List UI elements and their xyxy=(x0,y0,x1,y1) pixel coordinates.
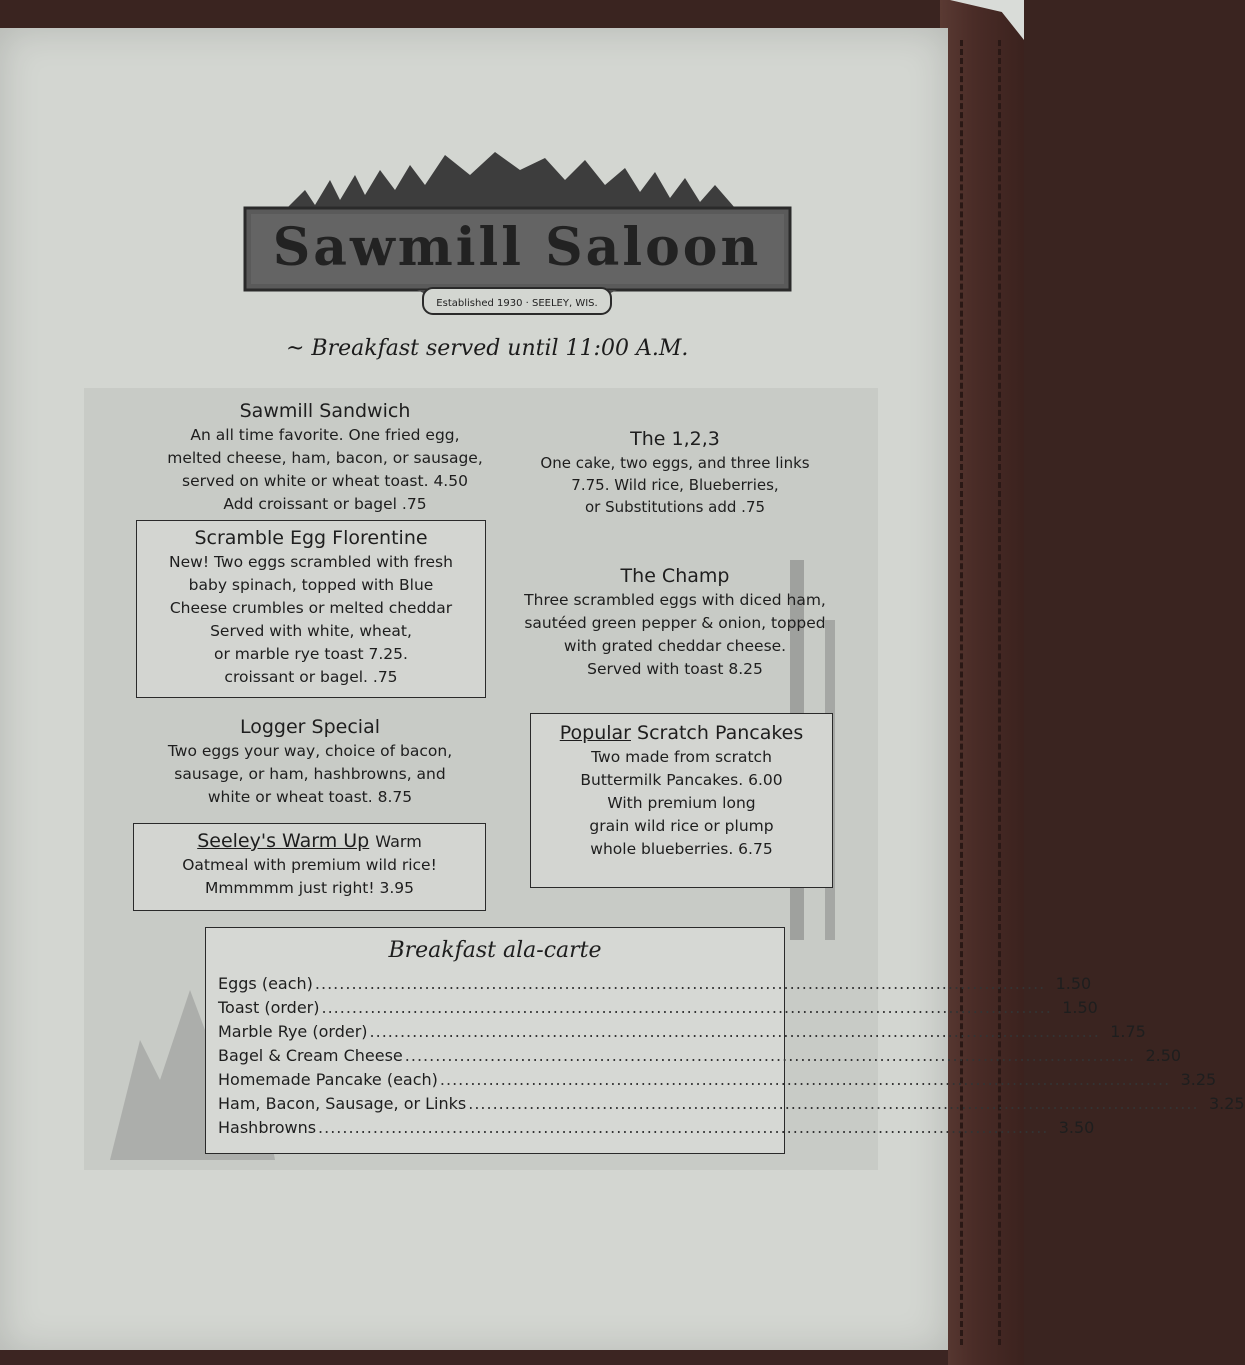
leader-dots: ........................................................................................................................ xyxy=(439,1070,1171,1089)
alacarte-row xyxy=(218,1046,1182,1070)
leader-dots: ........................................................................................................................ xyxy=(318,1118,1049,1137)
alacarte-row xyxy=(218,1118,1095,1142)
breakfast-hours: ~ Breakfast served until 11:00 A.M. xyxy=(286,336,689,361)
alacarte-row xyxy=(218,1094,1245,1118)
item-title-suffix: Warm xyxy=(375,832,422,851)
alacarte-item-price: 1.50 xyxy=(1062,998,1098,1017)
item-logger-special xyxy=(140,716,480,809)
leader-dots: ........................................................................................................................ xyxy=(369,1022,1100,1041)
item-description: Two made from scratch Buttermilk Pancakes. 6.00 With premium long grain wild rice or plump whole blueberries. 6.75 xyxy=(580,748,783,858)
item-description: Three scrambled eggs with diced ham, sautéed green pepper & onion, topped with grated cheddar cheese. Served with toast 8.25 xyxy=(524,591,826,678)
item-title: Logger Special xyxy=(240,716,380,738)
alacarte-item-price: 3.25 xyxy=(1180,1070,1217,1089)
alacarte-row xyxy=(218,998,1098,1022)
binder-stitching xyxy=(960,40,963,1345)
item-the-1-2-3 xyxy=(510,428,840,518)
item-title-line xyxy=(134,830,485,852)
item-scratch-pancakes xyxy=(530,713,833,888)
leader-dots: ........................................................................................................................ xyxy=(468,1094,1199,1113)
leader-dots: ........................................................................................................................ xyxy=(314,974,1046,993)
leader-dots: ........................................................................................................................ xyxy=(321,998,1052,1017)
alacarte-item-price: 3.25 xyxy=(1208,1094,1245,1113)
binder-bottom-edge xyxy=(0,1350,948,1365)
alacarte-item-price: 1.50 xyxy=(1055,974,1092,993)
item-scramble-egg-florentine xyxy=(136,520,486,698)
item-title: Seeley's Warm Up xyxy=(197,830,370,852)
item-title: The 1,2,3 xyxy=(630,428,720,450)
item-title: Scramble Egg Florentine xyxy=(194,527,428,549)
alacarte-item-price: 1.75 xyxy=(1110,1022,1146,1041)
menu-binder-cover xyxy=(940,0,1024,1365)
leader-dots: ........................................................................................................................ xyxy=(404,1046,1136,1065)
alacarte-item-name: Marble Rye (order) xyxy=(218,1022,368,1041)
item-title: The Champ xyxy=(620,565,730,587)
item-description: Oatmeal with premium wild rice! Mmmmmm just right! 3.95 xyxy=(182,856,437,897)
alacarte-item-name: Bagel & Cream Cheese xyxy=(218,1046,403,1065)
alacarte-row xyxy=(218,1022,1146,1046)
alacarte-item-name: Hashbrowns xyxy=(218,1118,317,1137)
logo-subtitle: Established 1930 · SEELEY, WIS. xyxy=(436,298,598,309)
alacarte-item-name: Toast (order) xyxy=(218,998,320,1017)
item-title-line xyxy=(531,722,832,744)
alacarte-item-price: 3.50 xyxy=(1058,1118,1095,1137)
alacarte-row xyxy=(218,1070,1217,1094)
item-description: New! Two eggs scrambled with fresh baby spinach, topped with Blue Cheese crumbles or melted cheddar Served with white, wheat, or marble rye toast 7.25. croissant or bagel. .75 xyxy=(169,553,453,686)
alacarte-row xyxy=(218,974,1092,998)
alacarte-item-name: Eggs (each) xyxy=(218,974,313,993)
sawmill-logo xyxy=(245,150,790,330)
item-title: Scratch Pancakes xyxy=(630,722,804,744)
item-description: An all time favorite. One fried egg, melted cheese, ham, bacon, or sausage, served on white or wheat toast. 4.50 Add croissant or bagel .75 xyxy=(167,426,483,513)
item-description: Two eggs your way, choice of bacon, sausage, or ham, hashbrowns, and white or wheat toast. 8.75 xyxy=(167,742,453,806)
item-the-champ xyxy=(505,565,845,681)
alacarte-item-name: Homemade Pancake (each) xyxy=(218,1070,438,1089)
item-sawmill-sandwich xyxy=(140,400,510,516)
item-seeleys-warm-up xyxy=(133,823,486,911)
alacarte-item-name: Ham, Bacon, Sausage, or Links xyxy=(218,1094,467,1113)
binder-stitching xyxy=(998,40,1001,1345)
alacarte-title: Breakfast ala-carte xyxy=(388,938,602,963)
alacarte-item-price: 2.50 xyxy=(1145,1046,1182,1065)
item-description: One cake, two eggs, and three links 7.75. Wild rice, Blueberries, or Substitutions add .75 xyxy=(540,454,810,516)
logo-title: Sawmill Saloon xyxy=(272,217,762,278)
alacarte-box xyxy=(205,927,1245,1154)
item-title: Sawmill Sandwich xyxy=(239,400,411,422)
item-title-popular: Popular xyxy=(559,722,631,744)
